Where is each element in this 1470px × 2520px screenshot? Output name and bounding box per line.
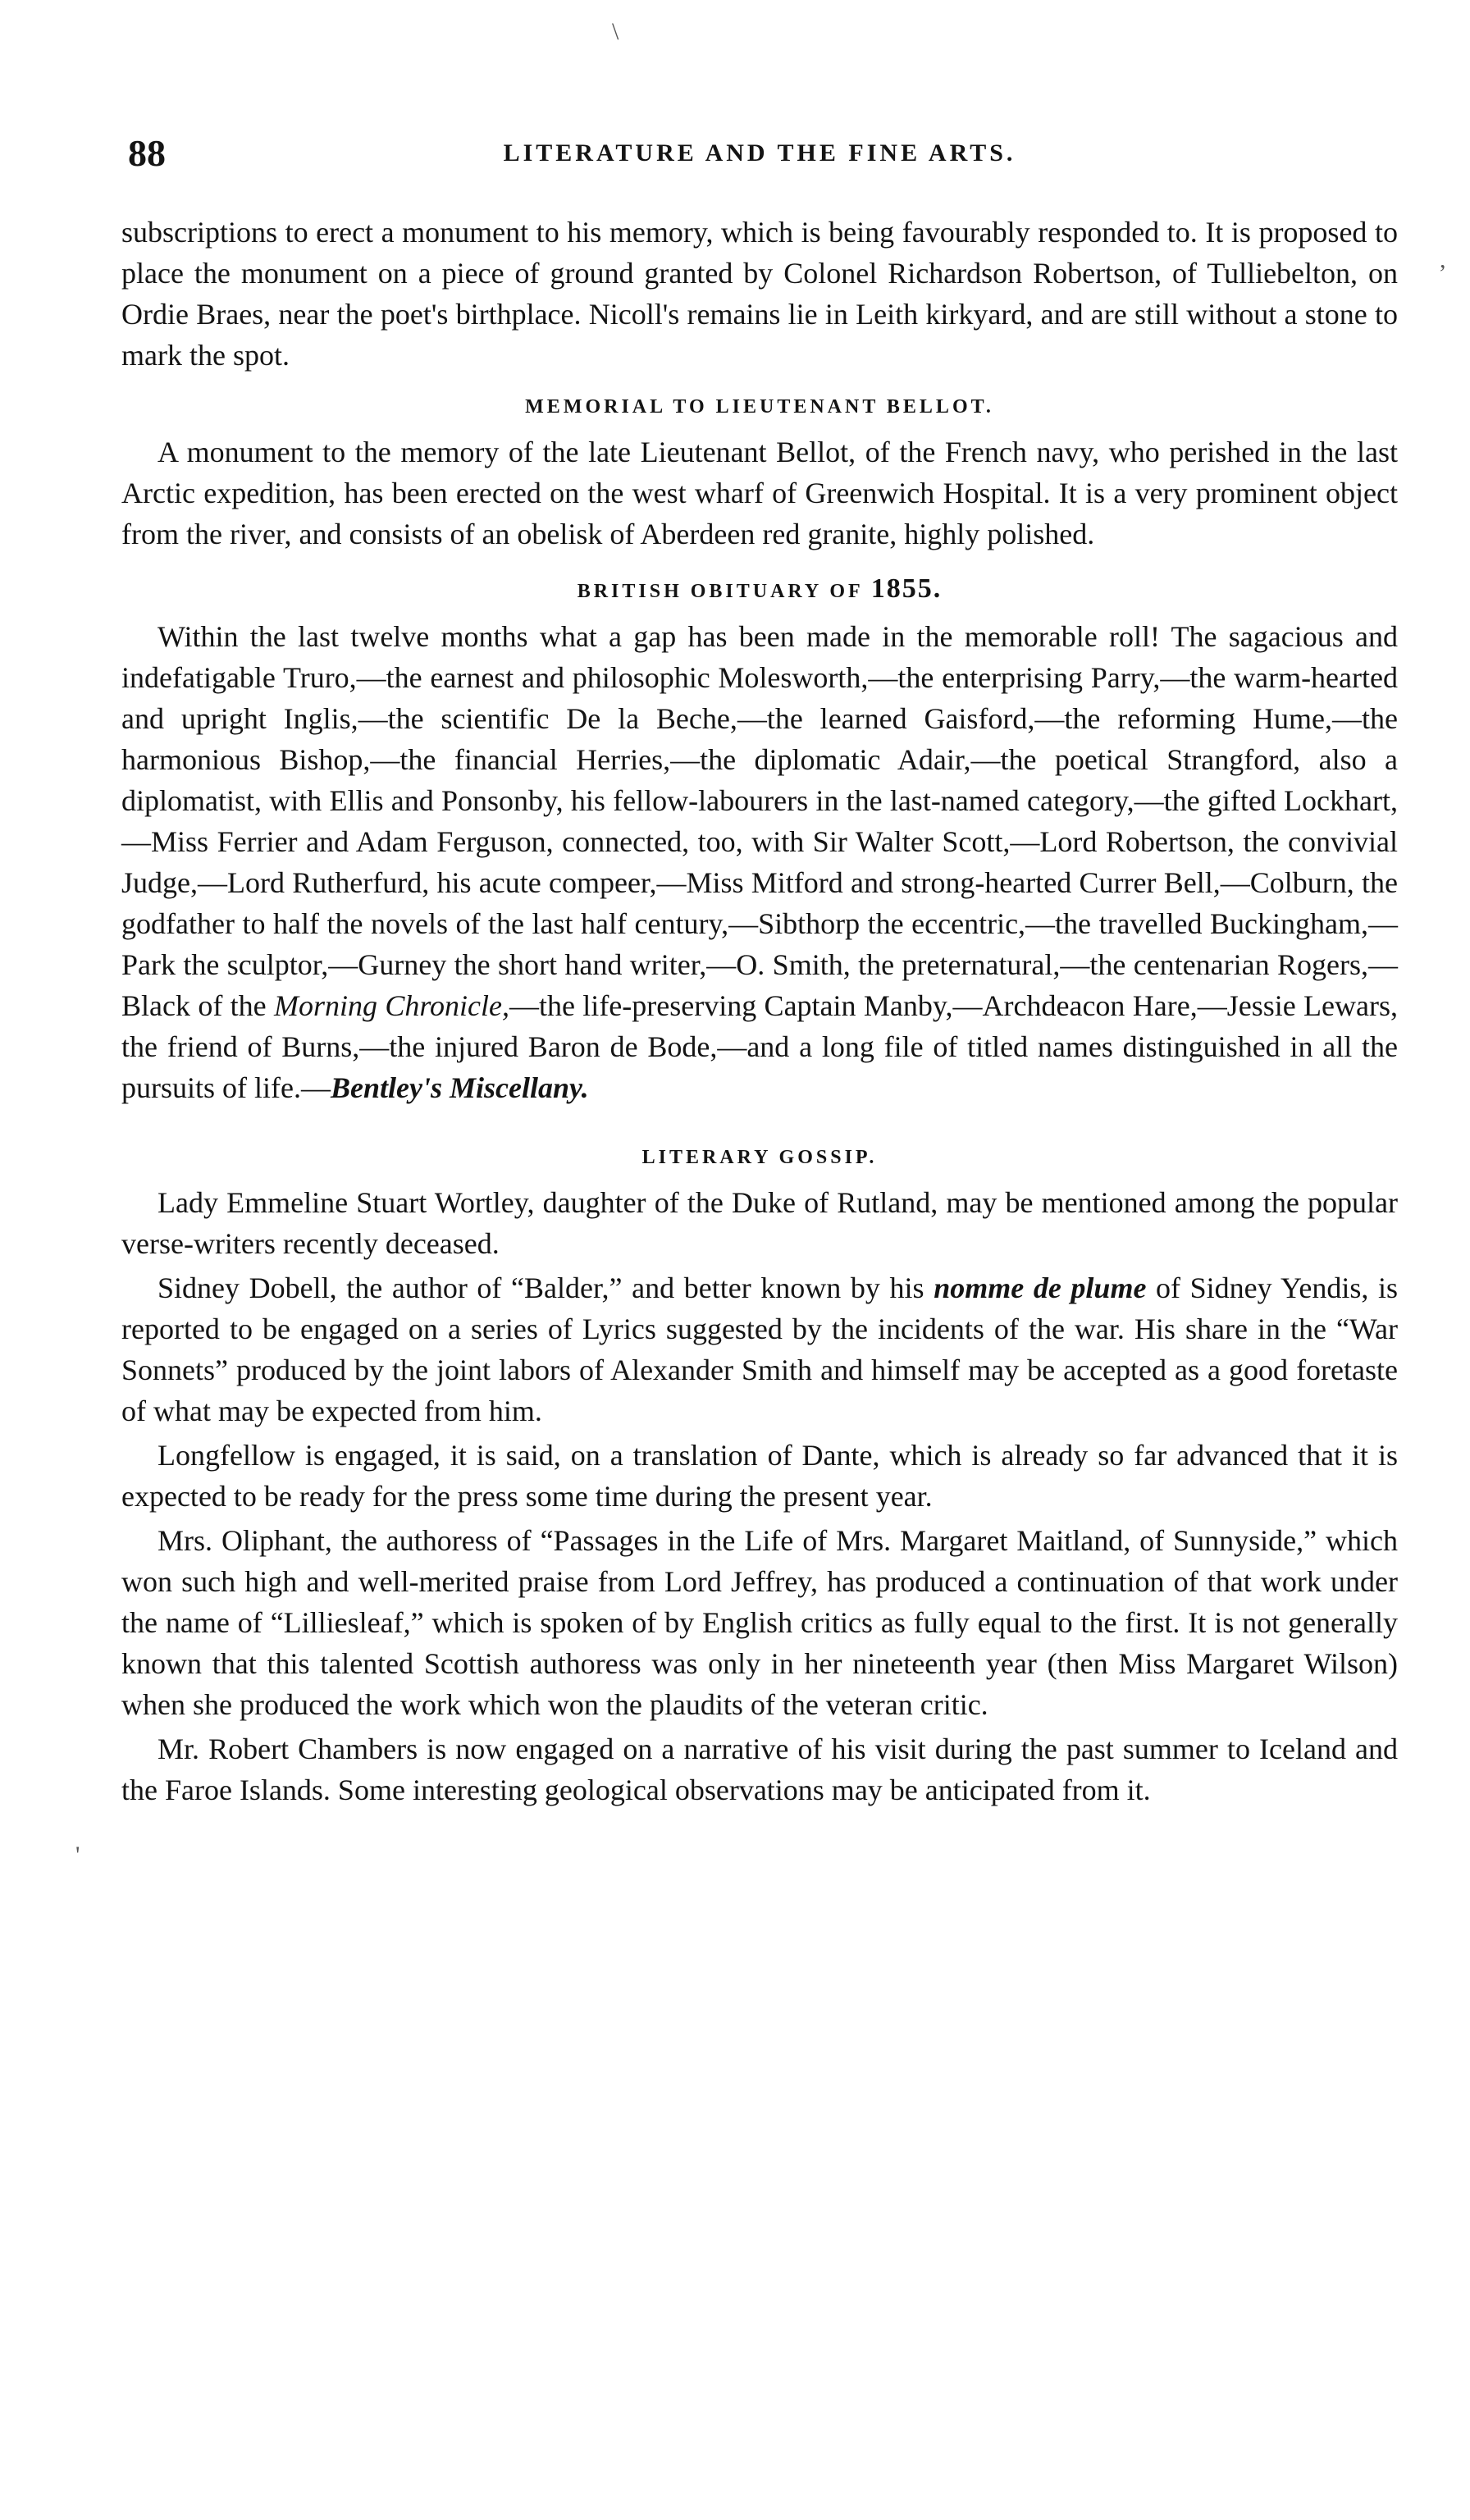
margin-mark-left: ' [75, 1842, 80, 1869]
dobell-text-start: Sidney Dobell, the author of “Balder,” and better known by his [158, 1271, 934, 1304]
gossip-section-title: LITERARY GOSSIP. [641, 1147, 878, 1168]
running-head: LITERATURE AND THE FINE ARTS. [503, 139, 1016, 167]
page-header [121, 131, 1398, 189]
obituary-text-main: Within the last twelve months what a gap has been made in the memorable roll! The sagacious and indefatigable Truro,—the earnest and philosophic Molesworth,—the enterprising Parry,—the warm-hearted and upright Inglis,—the scientific De la Beche,—the learned Gaisford,—the reforming Hume,—the harmonious Bishop,—the financial Herries,—the diplomatic Adair,—the poetical Strangford, also a diplomatist, with Ellis and Ponsonby, his fellow-labourers in the last-named category,—the gifted Lockhart,—Miss Ferrier and Adam Ferguson, connected, too, with Sir Walter Scott,—Lord Robertson, the convivial Judge,—Lord Rutherfurd, his acute compeer,—Miss Mitford and strong-hearted Currer Bell,—Colburn, the godfather to half the novels of the last half century,—Sibthorp the eccentric,—the travelled Buckingham,—Park the sculptor,—Gurney the short hand writer,—O. Smith, the preternatural,—the centenarian Rogers,—Black of the [121, 620, 1398, 1022]
gossip-paragraph-chambers: Mr. Robert Chambers is now engaged on a narrative of his visit during the past summer to Iceland and the Faroe Islands. Some interesting geological observations may be anticipated from it. [121, 1732, 1398, 1806]
memorial-section-title: MEMORIAL TO LIEUTENANT BELLOT. [525, 396, 994, 418]
gossip-paragraph-longfellow: Longfellow is engaged, it is said, on a translation of Dante, which is already so far advanced that it is expected to be ready for the press some time during the present year. [121, 1439, 1398, 1513]
margin-mark-right: , [1440, 246, 1446, 273]
continuation-paragraph: subscriptions to erect a monument to his memory, which is being favourably responded to. It is proposed to place the monument on a piece of ground granted by Colonel Richardson Robertson, of Tulliebelton, on Ordie Braes, near the poet's birthplace. Nicoll's remains lie in Leith kirkyard, and are still without a stone to mark the spot. [121, 216, 1398, 372]
gossip-paragraph-dobell [121, 1267, 1398, 1431]
obituary-section-title [121, 573, 1398, 605]
page-number: 88 [128, 132, 166, 174]
obituary-paragraph [121, 616, 1398, 1108]
dobell-text-end: of Sidney Yendis, is reported to be engaged on a series of Lyrics suggested by the incidents of the war. His share in the “War Sonnets” produced by the joint labors of Alexander Smith and himself may be accepted as a good foretaste of what may be expected from him. [121, 1271, 1398, 1427]
obituary-source: Bentley's Miscellany. [330, 1071, 589, 1104]
gossip-paragraph-oliphant: Mrs. Oliphant, the authoress of “Passages in the Life of Mrs. Margaret Maitland, of Sunnyside,” which won such high and well-merited praise from Lord Jeffrey, has produced a continuation of that work under the name of “Lilliesleaf,” which is spoken of by English critics as fully equal to the first. It is not generally known that this talented Scottish authoress was only in her nineteenth year (then Miss Margaret Wilson) when she produced the work which won the plaudits of the veteran critic. [121, 1524, 1398, 1721]
memorial-paragraph: A monument to the memory of the late Lieutenant Bellot, of the French navy, who perished in the last Arctic expedition, has been erected on the west wharf of Greenwich Hospital. It is a very prominent object from the river, and consists of an obelisk of Aberdeen red granite, highly polished. [121, 436, 1398, 550]
obituary-title-year: 1855. [870, 573, 943, 604]
obituary-italic-paper: Morning Chronicle, [273, 989, 509, 1022]
margin-mark-top: \ [612, 18, 619, 45]
dobell-italic-pen-name: nomme de plume [934, 1271, 1147, 1304]
obituary-title-text: BRITISH OBITUARY OF [577, 581, 863, 602]
gossip-paragraph-wortley: Lady Emmeline Stuart Wortley, daughter of the Duke of Rutland, may be mentioned among the popular verse-writers recently deceased. [121, 1186, 1398, 1260]
obituary-text-end: —the life-preserving Captain Manby,—Archdeacon Hare,—Jessie Lewars, the friend of Burns,—the injured Baron de Bode,—and a long file of titled names distinguished in all the pursuits of life.— [121, 989, 1398, 1104]
book-page [121, 131, 1398, 1810]
